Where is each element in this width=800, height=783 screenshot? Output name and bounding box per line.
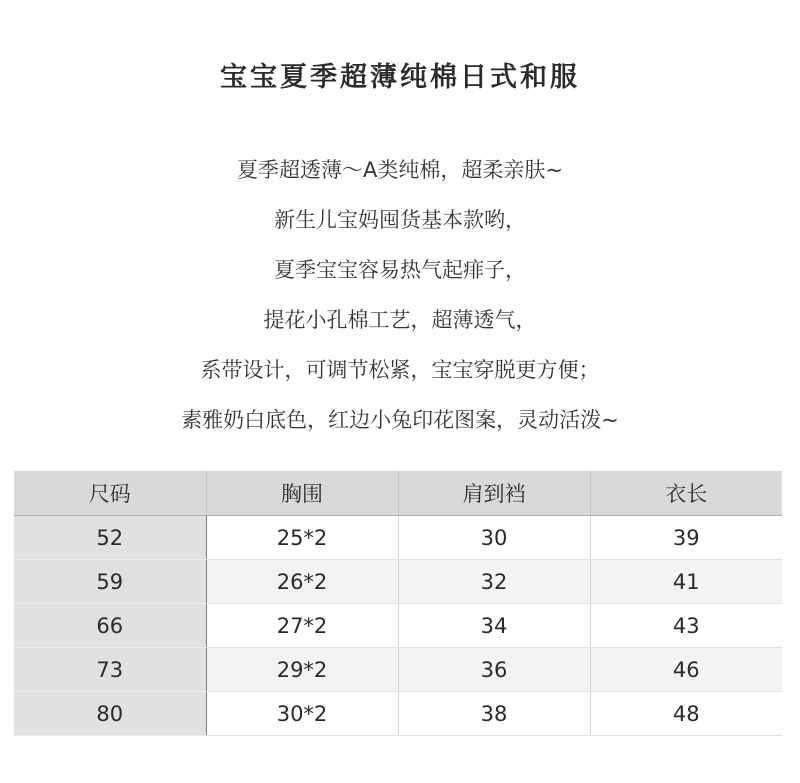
length-value: 46: [590, 648, 782, 692]
chest-value: 26*2: [206, 560, 398, 604]
size-value: 52: [14, 516, 206, 560]
size-value: 80: [14, 692, 206, 736]
shoulder-to-crotch-value: 32: [398, 560, 590, 604]
chest-value: 30*2: [206, 692, 398, 736]
description-line: 夏季超透薄～A类纯棉，超柔亲肤~: [237, 158, 563, 182]
size-value: 73: [14, 648, 206, 692]
chest-value: 29*2: [206, 648, 398, 692]
size-value: 66: [14, 604, 206, 648]
table-row: [14, 604, 782, 648]
size-chart-table: [14, 471, 782, 736]
length-value: 39: [590, 516, 782, 560]
table-row: [14, 648, 782, 692]
length-value: 43: [590, 604, 782, 648]
header-size: 尺码: [14, 471, 206, 516]
shoulder-to-crotch-value: 38: [398, 692, 590, 736]
chest-value: 27*2: [206, 604, 398, 648]
table-row: [14, 692, 782, 736]
table-row: [14, 560, 782, 604]
description-line: 提花小孔棉工艺，超薄透气，: [263, 308, 537, 332]
size-chart-header: [14, 471, 782, 516]
shoulder-to-crotch-value: 30: [398, 516, 590, 560]
description-line: 夏季宝宝容易热气起痱子，: [274, 258, 526, 282]
size-chart-body: [14, 516, 782, 736]
length-value: 41: [590, 560, 782, 604]
description-line: 新生儿宝妈囤货基本款哟，: [274, 208, 526, 232]
size-value: 59: [14, 560, 206, 604]
header-length: 衣长: [590, 471, 782, 516]
description-line: 系带设计，可调节松紧，宝宝穿脱更方便；: [200, 358, 600, 382]
table-row: [14, 516, 782, 560]
shoulder-to-crotch-value: 36: [398, 648, 590, 692]
product-description: [0, 145, 800, 445]
page-title: 宝宝夏季超薄纯棉日式和服: [220, 62, 580, 93]
header-shoulder-to-crotch: 肩到裆: [398, 471, 590, 516]
description-line: 素雅奶白底色，红边小兔印花图案，灵动活泼~: [181, 408, 619, 432]
chest-value: 25*2: [206, 516, 398, 560]
length-value: 48: [590, 692, 782, 736]
shoulder-to-crotch-value: 34: [398, 604, 590, 648]
header-row: [14, 471, 782, 516]
header-chest: 胸围: [206, 471, 398, 516]
